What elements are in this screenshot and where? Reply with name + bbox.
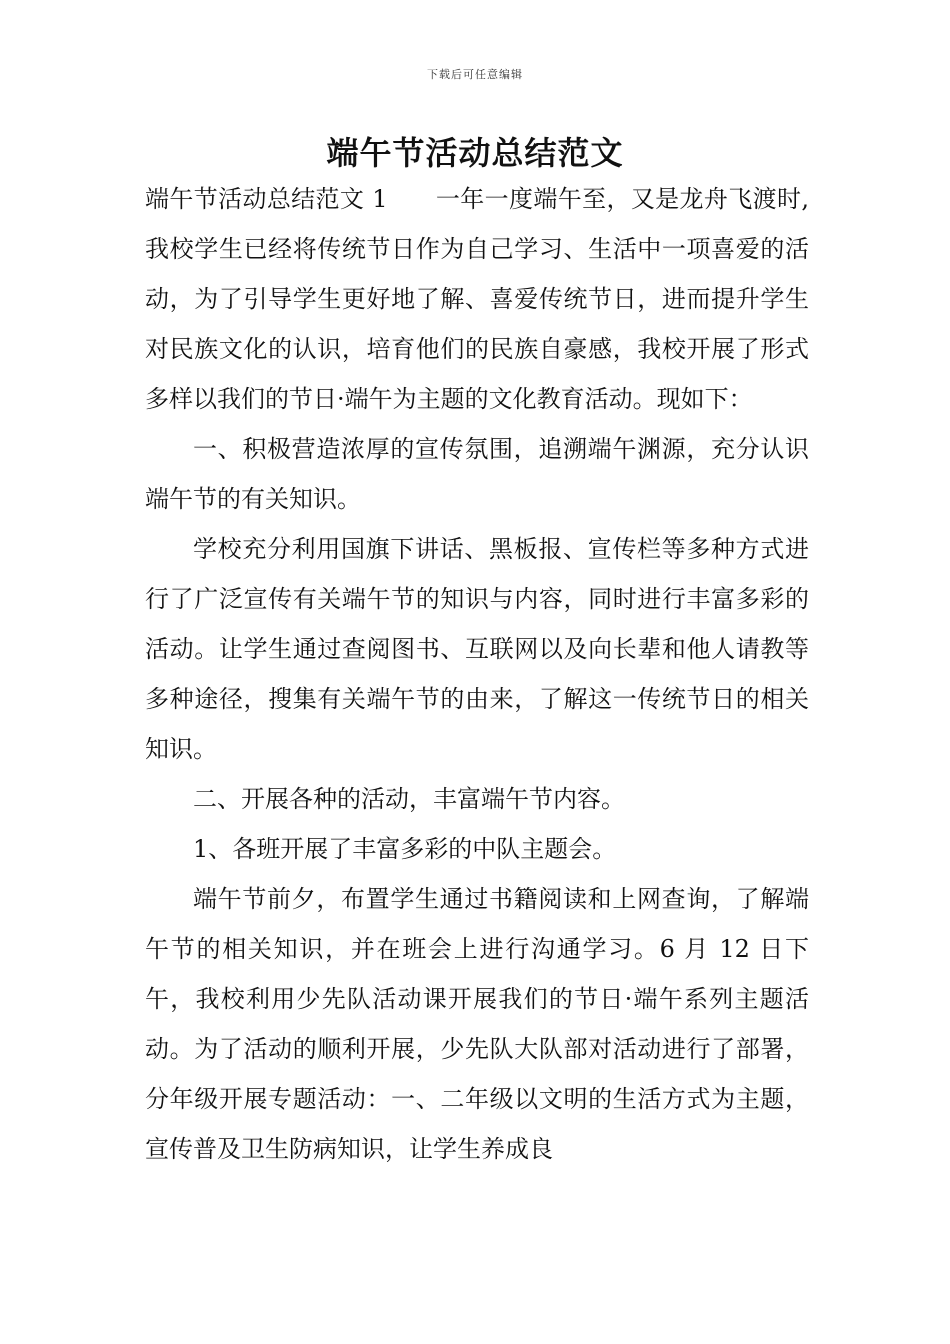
paragraph-intro — [145, 174, 809, 424]
intro-text: 一年一度端午至，又是龙舟飞渡时,我校学生已经将传统节日作为自己学习、生活中一项喜爱的活动，为了引导学生更好地了解、喜爱传统节日，进而提升学生对民族文化的认识，培育他们的民族自豪感，我校开展了形式多样以我们的节日·端午为主题的文化教育活动。现如下： — [145, 185, 809, 413]
paragraph-section-one: 一、积极营造浓厚的宣传氛围，追溯端午渊源，充分认识端午节的有关知识。 — [145, 435, 809, 513]
paragraph-item-one: 1、各班开展了丰富多彩的中队主题会。 — [193, 835, 617, 863]
document-body — [145, 174, 809, 1174]
paragraph-class-meeting: 端午节前夕，布置学生通过书籍阅读和上网查询，了解端午节的相关知识，并在班会上进行沟通学习。6 月 12 日下午，我校利用少先队活动课开展我们的节日·端午系列主题活动。为了活动的顺利开展，少先队大队部对活动进行了部署，分年级开展专题活动：一、二年级以文明的生活方式为主题，宣传普及卫生防病知识，让学生养成良 — [145, 885, 809, 1163]
paragraph-section-two: 二、开展各种的活动，丰富端午节内容。 — [193, 785, 625, 813]
document-title: 端午节活动总结范文 — [326, 134, 624, 172]
header-note: 下载后可任意编辑 — [427, 68, 523, 81]
section-heading: 端午节活动总结范文 1 — [145, 185, 388, 213]
paragraph-publicity: 学校充分利用国旗下讲话、黑板报、宣传栏等多种方式进行了广泛宣传有关端午节的知识与内容，同时进行丰富多彩的活动。让学生通过查阅图书、互联网以及向长辈和他人请教等多种途径，搜集有关端午节的由来，了解这一传统节日的相关知识。 — [145, 535, 809, 763]
